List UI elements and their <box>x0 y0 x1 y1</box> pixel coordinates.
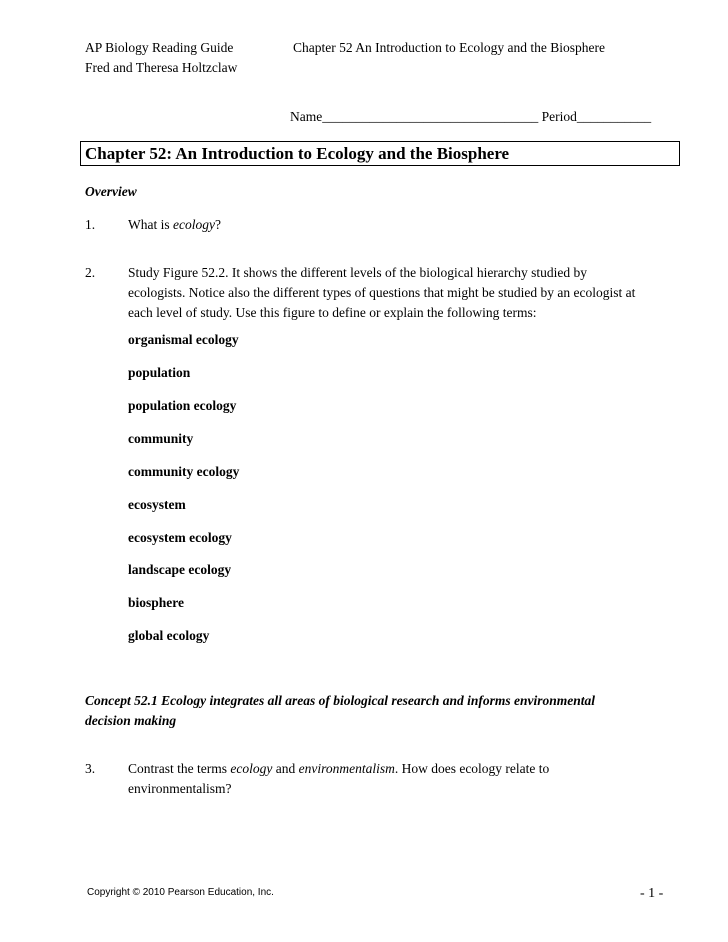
overview-heading: Overview <box>85 184 137 199</box>
term-ecosystem-ecology: ecosystem ecology <box>128 530 232 545</box>
question-text-end: ? <box>214 217 221 232</box>
question-line: environmentalism? <box>128 781 232 796</box>
question-text: . How does ecology relate to <box>394 761 550 776</box>
header-left <box>85 38 237 78</box>
question-text: Contrast the terms <box>128 761 231 776</box>
question-line: each level of study. Use this figure to define or explain the following terms: <box>128 305 537 320</box>
term-population: population <box>128 365 191 380</box>
term-ecosystem: ecosystem <box>128 497 186 512</box>
copyright: Copyright © 2010 Pearson Education, Inc. <box>87 887 274 898</box>
term-biosphere: biosphere <box>128 595 185 610</box>
chapter-heading: Chapter 52: An Introduction to Ecology and the Biosphere <box>80 141 680 166</box>
page-number: - 1 - <box>640 886 664 901</box>
question-3 <box>85 759 685 799</box>
term-population-ecology: population ecology <box>128 398 237 413</box>
term-organismal-ecology: organismal ecology <box>128 332 239 347</box>
question-number: 1. <box>85 217 96 232</box>
question-number: 3. <box>85 761 96 776</box>
question-text: and <box>272 761 299 776</box>
concept-line: Concept 52.1 Ecology integrates all areas of biological research and informs environmental <box>85 693 596 708</box>
question-2 <box>85 263 685 323</box>
question-line: Study Figure 52.2. It shows the different levels of the biological hierarchy studied by <box>128 265 588 280</box>
term-landscape-ecology: landscape ecology <box>128 562 232 577</box>
question-1 <box>85 215 685 235</box>
question-emphasis: environmentalism <box>298 761 395 776</box>
authors: Fred and Theresa Holtzclaw <box>85 60 238 75</box>
guide-title: AP Biology Reading Guide <box>85 40 234 55</box>
question-emphasis: ecology <box>230 761 273 776</box>
header-chapter-title: Chapter 52 An Introduction to Ecology and the Biosphere <box>293 40 605 55</box>
question-emphasis: ecology <box>173 217 215 232</box>
question-line: ecologists. Notice also the different types of questions that might be studied by an ecologist at <box>128 285 636 300</box>
term-global-ecology: global ecology <box>128 628 210 643</box>
question-text: What is <box>128 217 173 232</box>
term-community: community <box>128 431 194 446</box>
concept-heading <box>85 691 685 731</box>
name-period-line: Name________________________________ Period___________ <box>290 109 652 124</box>
question-number: 2. <box>85 265 96 280</box>
concept-line: decision making <box>85 713 177 728</box>
term-community-ecology: community ecology <box>128 464 240 479</box>
